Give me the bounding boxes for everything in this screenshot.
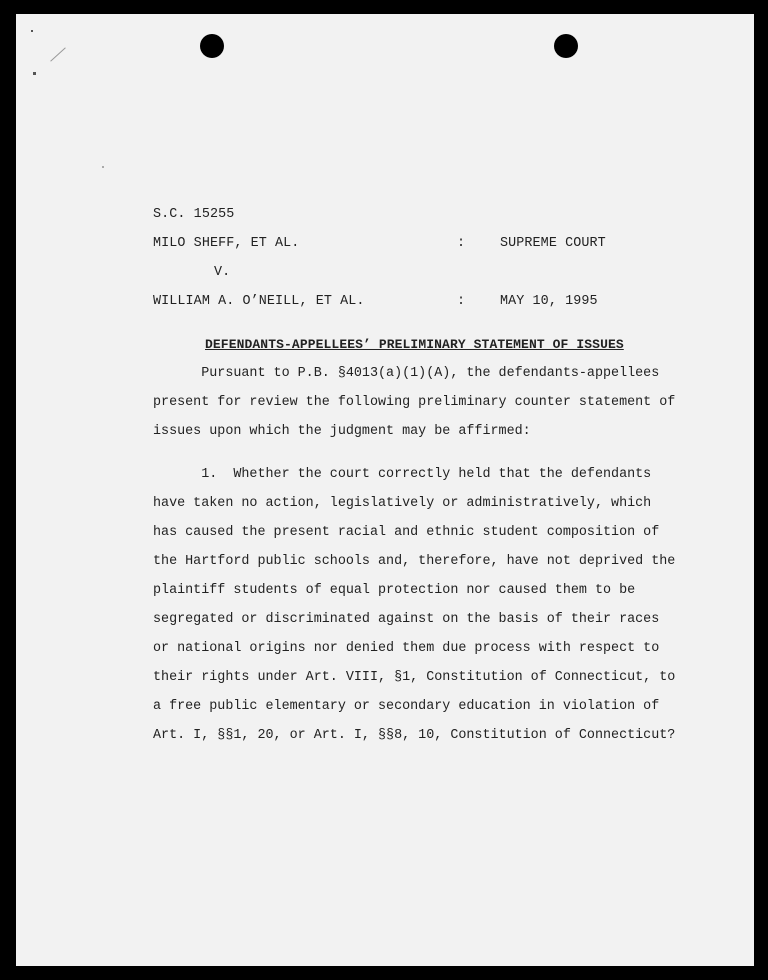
paragraph-line: has caused the present racial and ethnic student composition of <box>153 525 660 540</box>
defendant-name: WILLIAM A. O’NEILL, ET AL. <box>153 294 365 309</box>
case-number: S.C. 15255 <box>153 207 235 222</box>
paragraph-line: Art. I, §§1, 20, or Art. I, §§8, 10, Constitution of Connecticut? <box>153 728 676 743</box>
scan-speck <box>33 72 36 75</box>
punch-hole-right <box>554 34 578 58</box>
paragraph-line: 1. Whether the court correctly held that the defendants <box>153 467 652 482</box>
paragraph-line: their rights under Art. VIII, §1, Constitution of Connecticut, to <box>153 670 676 685</box>
punch-hole-left <box>200 34 224 58</box>
paragraph-line: present for review the following preliminary counter statement of <box>153 395 676 410</box>
filing-date: MAY 10, 1995 <box>500 294 598 309</box>
paragraph-line: a free public elementary or secondary education in violation of <box>153 699 660 714</box>
paragraph-line: segregated or discriminated against on the basis of their races <box>153 612 660 627</box>
paragraph-line: Pursuant to P.B. §4013(a)(1)(A), the defendants-appellees <box>153 366 660 381</box>
scan-speck <box>31 30 33 32</box>
paragraph-line: issues upon which the judgment may be affirmed: <box>153 424 531 439</box>
versus-label: V. <box>214 265 231 280</box>
paragraph-line: the Hartford public schools and, therefore, have not deprived the <box>153 554 676 569</box>
plaintiff-name: MILO SHEFF, ET AL. <box>153 236 300 251</box>
paragraph-line: have taken no action, legislatively or administratively, which <box>153 496 652 511</box>
caption-separator: : <box>457 294 466 309</box>
document-heading: DEFENDANTS-APPELLEES’ PRELIMINARY STATEMENT OF ISSUES <box>205 337 624 352</box>
paragraph-line: or national origins nor denied them due process with respect to <box>153 641 660 656</box>
document-page <box>16 14 754 966</box>
scan-speck <box>102 166 104 168</box>
scan-mark <box>50 47 66 61</box>
paragraph-line: plaintiff students of equal protection nor caused them to be <box>153 583 636 598</box>
court-name: SUPREME COURT <box>500 236 606 251</box>
caption-separator: : <box>457 236 466 251</box>
